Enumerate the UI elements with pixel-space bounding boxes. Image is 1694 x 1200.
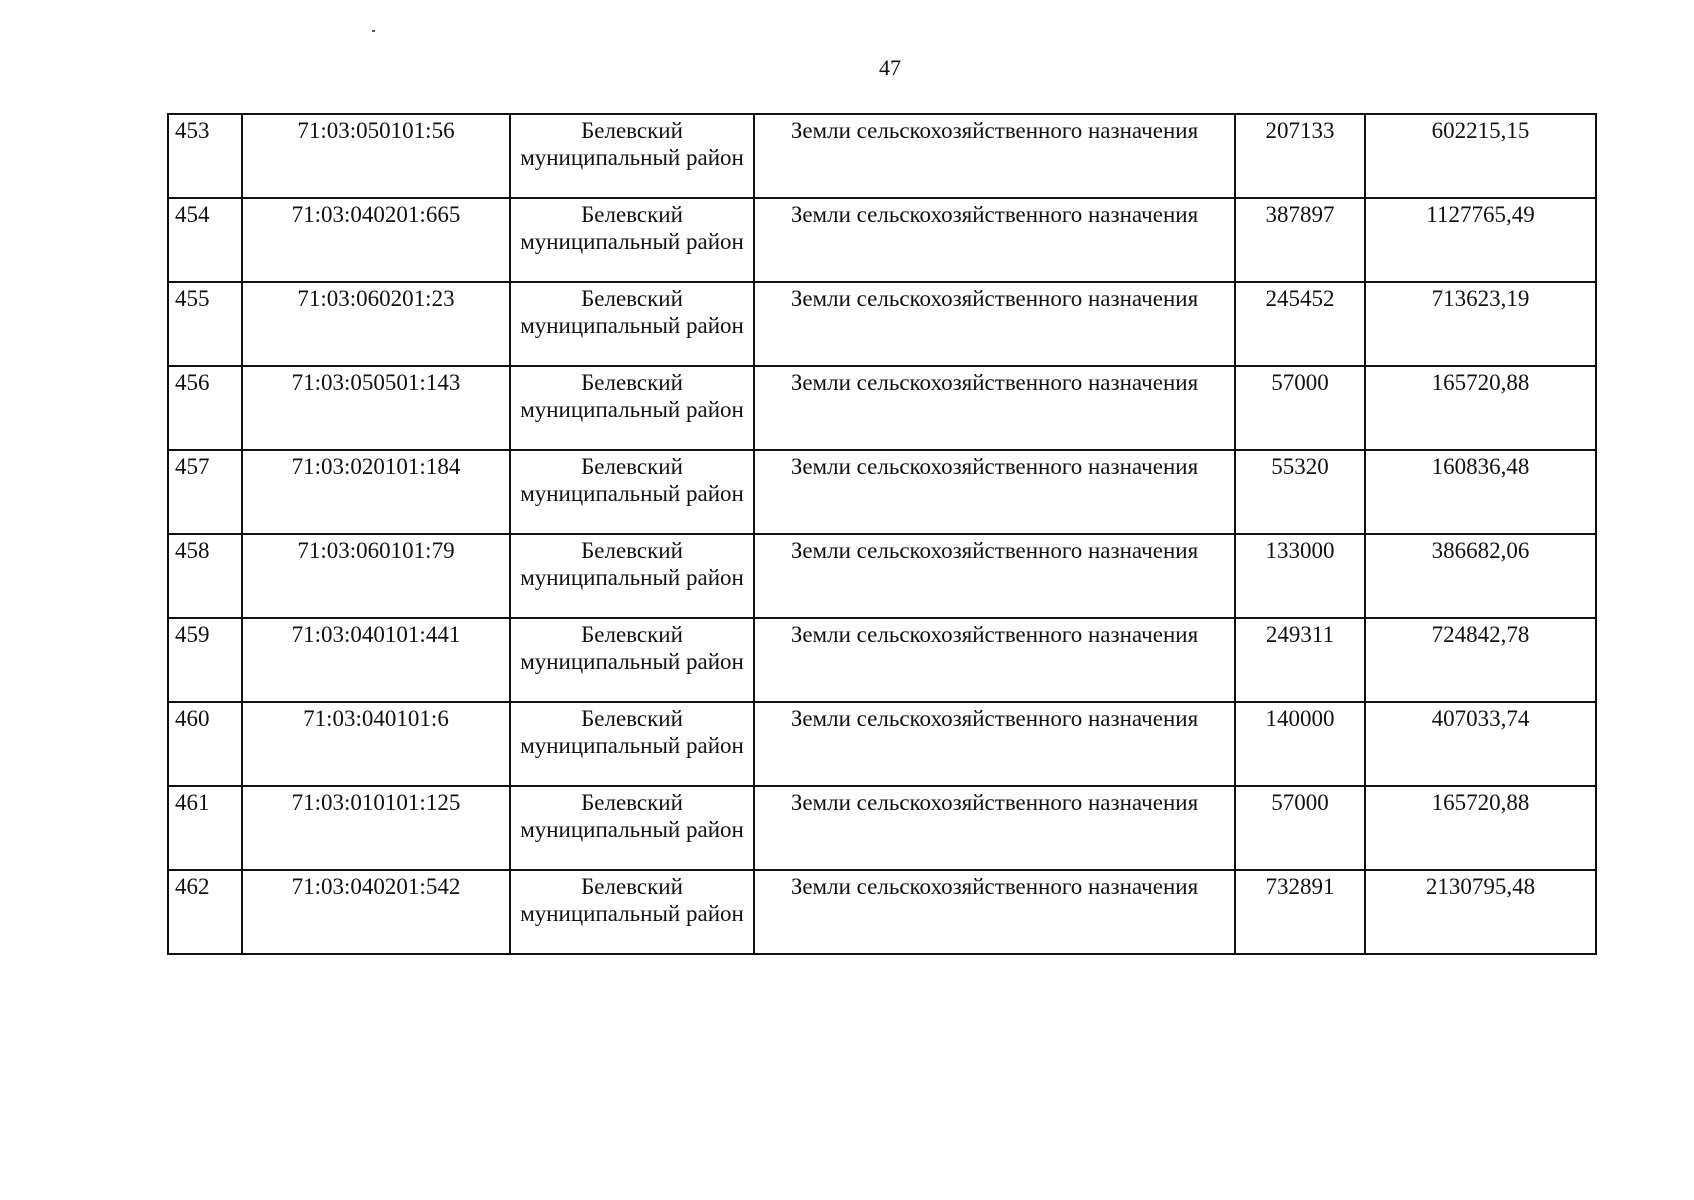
municipality: Белевский муниципальный район — [510, 282, 754, 366]
table-row — [168, 366, 1596, 450]
cadastral-number: 71:03:060101:79 — [242, 534, 510, 618]
table-row — [168, 870, 1596, 954]
table-row — [168, 450, 1596, 534]
municipality: Белевский муниципальный район — [510, 870, 754, 954]
cadastral-number: 71:03:050501:143 — [242, 366, 510, 450]
row-number: 460 — [168, 702, 242, 786]
land-category: Земли сельскохозяйственного назначения — [754, 366, 1235, 450]
row-number: 461 — [168, 786, 242, 870]
land-category: Земли сельскохозяйственного назначения — [754, 198, 1235, 282]
area: 57000 — [1235, 786, 1365, 870]
scan-mark — [372, 30, 375, 32]
table-row — [168, 114, 1596, 198]
municipality: Белевский муниципальный район — [510, 786, 754, 870]
cadastral-value: 407033,74 — [1365, 702, 1596, 786]
cadastral-number: 71:03:040201:542 — [242, 870, 510, 954]
cadastral-value: 713623,19 — [1365, 282, 1596, 366]
row-number: 462 — [168, 870, 242, 954]
land-category: Земли сельскохозяйственного назначения — [754, 282, 1235, 366]
area: 57000 — [1235, 366, 1365, 450]
municipality: Белевский муниципальный район — [510, 618, 754, 702]
land-category: Земли сельскохозяйственного назначения — [754, 114, 1235, 198]
land-category: Земли сельскохозяйственного назначения — [754, 870, 1235, 954]
cadastral-value: 2130795,48 — [1365, 870, 1596, 954]
municipality: Белевский муниципальный район — [510, 366, 754, 450]
cadastral-number: 71:03:040201:665 — [242, 198, 510, 282]
cadastral-number: 71:03:060201:23 — [242, 282, 510, 366]
table-row — [168, 282, 1596, 366]
cadastral-value: 160836,48 — [1365, 450, 1596, 534]
table-body — [168, 114, 1596, 954]
row-number: 457 — [168, 450, 242, 534]
cadastral-value: 165720,88 — [1365, 786, 1596, 870]
municipality: Белевский муниципальный район — [510, 198, 754, 282]
area: 245452 — [1235, 282, 1365, 366]
cadastral-value: 386682,06 — [1365, 534, 1596, 618]
row-number: 455 — [168, 282, 242, 366]
cadastral-number: 71:03:020101:184 — [242, 450, 510, 534]
land-plots-table — [167, 113, 1597, 955]
municipality: Белевский муниципальный район — [510, 534, 754, 618]
cadastral-number: 71:03:010101:125 — [242, 786, 510, 870]
area: 133000 — [1235, 534, 1365, 618]
land-category: Земли сельскохозяйственного назначения — [754, 618, 1235, 702]
area: 55320 — [1235, 450, 1365, 534]
cadastral-value: 1127765,49 — [1365, 198, 1596, 282]
land-category: Земли сельскохозяйственного назначения — [754, 786, 1235, 870]
municipality: Белевский муниципальный район — [510, 450, 754, 534]
area: 207133 — [1235, 114, 1365, 198]
table-row — [168, 198, 1596, 282]
row-number: 459 — [168, 618, 242, 702]
cadastral-value: 165720,88 — [1365, 366, 1596, 450]
cadastral-value: 602215,15 — [1365, 114, 1596, 198]
row-number: 458 — [168, 534, 242, 618]
row-number: 454 — [168, 198, 242, 282]
land-category: Земли сельскохозяйственного назначения — [754, 702, 1235, 786]
row-number: 453 — [168, 114, 242, 198]
cadastral-number: 71:03:050101:56 — [242, 114, 510, 198]
area: 249311 — [1235, 618, 1365, 702]
cadastral-value: 724842,78 — [1365, 618, 1596, 702]
area: 387897 — [1235, 198, 1365, 282]
table-row — [168, 702, 1596, 786]
cadastral-number: 71:03:040101:441 — [242, 618, 510, 702]
area: 140000 — [1235, 702, 1365, 786]
area: 732891 — [1235, 870, 1365, 954]
row-number: 456 — [168, 366, 242, 450]
municipality: Белевский муниципальный район — [510, 702, 754, 786]
land-category: Земли сельскохозяйственного назначения — [754, 450, 1235, 534]
cadastral-number: 71:03:040101:6 — [242, 702, 510, 786]
table-row — [168, 786, 1596, 870]
page-number: 47 — [879, 55, 901, 80]
municipality: Белевский муниципальный район — [510, 114, 754, 198]
table-row — [168, 618, 1596, 702]
table-row — [168, 534, 1596, 618]
land-category: Земли сельскохозяйственного назначения — [754, 534, 1235, 618]
